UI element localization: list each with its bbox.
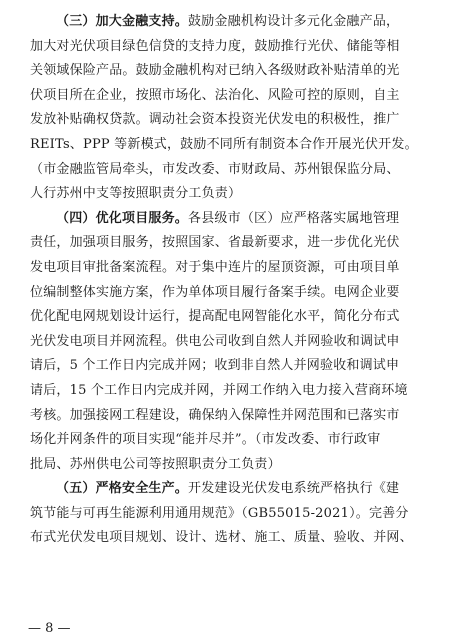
text-line — [30, 428, 434, 453]
text-span: 考核。加强接网工程建设，确保纳入保障性并网范围和已落实市 — [30, 407, 400, 423]
text-line — [30, 330, 434, 355]
section-heading: （四）优化项目服务。 — [56, 210, 189, 226]
text-span: 请后，5 个工作日内完成并网；收到非自然人并网验收和调试申 — [30, 358, 400, 374]
text-line — [30, 84, 434, 109]
text-span: REITs、PPP 等新模式，鼓励不同所有制资本合作开展光伏开发。 — [30, 136, 418, 152]
text-line — [30, 281, 434, 306]
text-line — [30, 526, 434, 551]
text-span: 请后，15 个工作日内完成并网，并网工作纳入电力接入营商环境 — [30, 382, 408, 398]
text-line — [30, 10, 434, 35]
text-line — [30, 231, 434, 256]
text-span: 人行苏州中支等按照职责分工负责） — [30, 186, 242, 202]
text-span: 各县级市（区）应严格落实属地管理 — [188, 210, 400, 226]
text-line — [30, 354, 434, 379]
text-span: 开发建设光伏发电系统严格执行《建 — [188, 481, 400, 497]
text-span: 优化配电网规划设计运行，提高配电网智能化水平，简化分布式 — [30, 309, 400, 325]
text-span: 位编制整体实施方案，作为单体项目履行备案手续。电网企业要 — [30, 284, 400, 300]
section-heading: （五）严格安全生产。 — [56, 481, 189, 497]
text-line — [30, 502, 434, 527]
text-line — [30, 207, 434, 232]
text-span: 责任，加强项目服务，按照国家、省最新要求，进一步优化光伏 — [30, 235, 400, 251]
text-span: 批局、苏州供电公司等按照职责分工负责） — [30, 456, 281, 472]
text-line — [30, 133, 434, 158]
text-span: 场化并网条件的项目实现“能并尽并”。（市发改委、市行政审 — [30, 432, 381, 448]
text-line — [30, 256, 434, 281]
text-line — [30, 379, 434, 404]
text-span: 发放补贴确权贷款。调动社会资本投资光伏发电的积极性，推广 — [30, 112, 400, 128]
text-span: 光伏发电项目并网流程。供电公司收到自然人并网验收和调试申 — [30, 333, 400, 349]
body-text — [30, 10, 434, 551]
text-span: （市金融监管局牵头，市发改委、市财政局、苏州银保监分局、 — [30, 161, 400, 177]
text-line — [30, 305, 434, 330]
text-line — [30, 453, 434, 478]
text-line — [30, 404, 434, 429]
text-line — [30, 108, 434, 133]
text-span: 布式光伏发电项目规划、设计、选材、施工、质量、验收、并网、 — [30, 530, 413, 546]
text-line — [30, 158, 434, 183]
text-span: 伏项目所在企业，按照市场化、法治化、风险可控的原则，自主 — [30, 87, 400, 103]
text-line — [30, 182, 434, 207]
section-heading: （三）加大金融支持。 — [56, 14, 189, 29]
text-span: 关领域保险产品。鼓励金融机构对已纳入各级财政补贴清单的光 — [30, 63, 400, 79]
page-number: — 8 — — [28, 621, 71, 636]
text-span: 筑节能与可再生能源利用通用规范》（GB55015-2021）。完善分 — [30, 505, 409, 521]
text-line — [30, 477, 434, 502]
text-line — [30, 59, 434, 84]
text-line — [30, 35, 434, 60]
text-span: 加大对光伏项目绿色信贷的支持力度，鼓励推行光伏、储能等相 — [30, 38, 400, 54]
text-span: 发电项目审批备案流程。对于集中连片的屋顶资源，可由项目单 — [30, 259, 400, 275]
text-span: 鼓励金融机构设计多元化金融产品， — [188, 14, 400, 29]
